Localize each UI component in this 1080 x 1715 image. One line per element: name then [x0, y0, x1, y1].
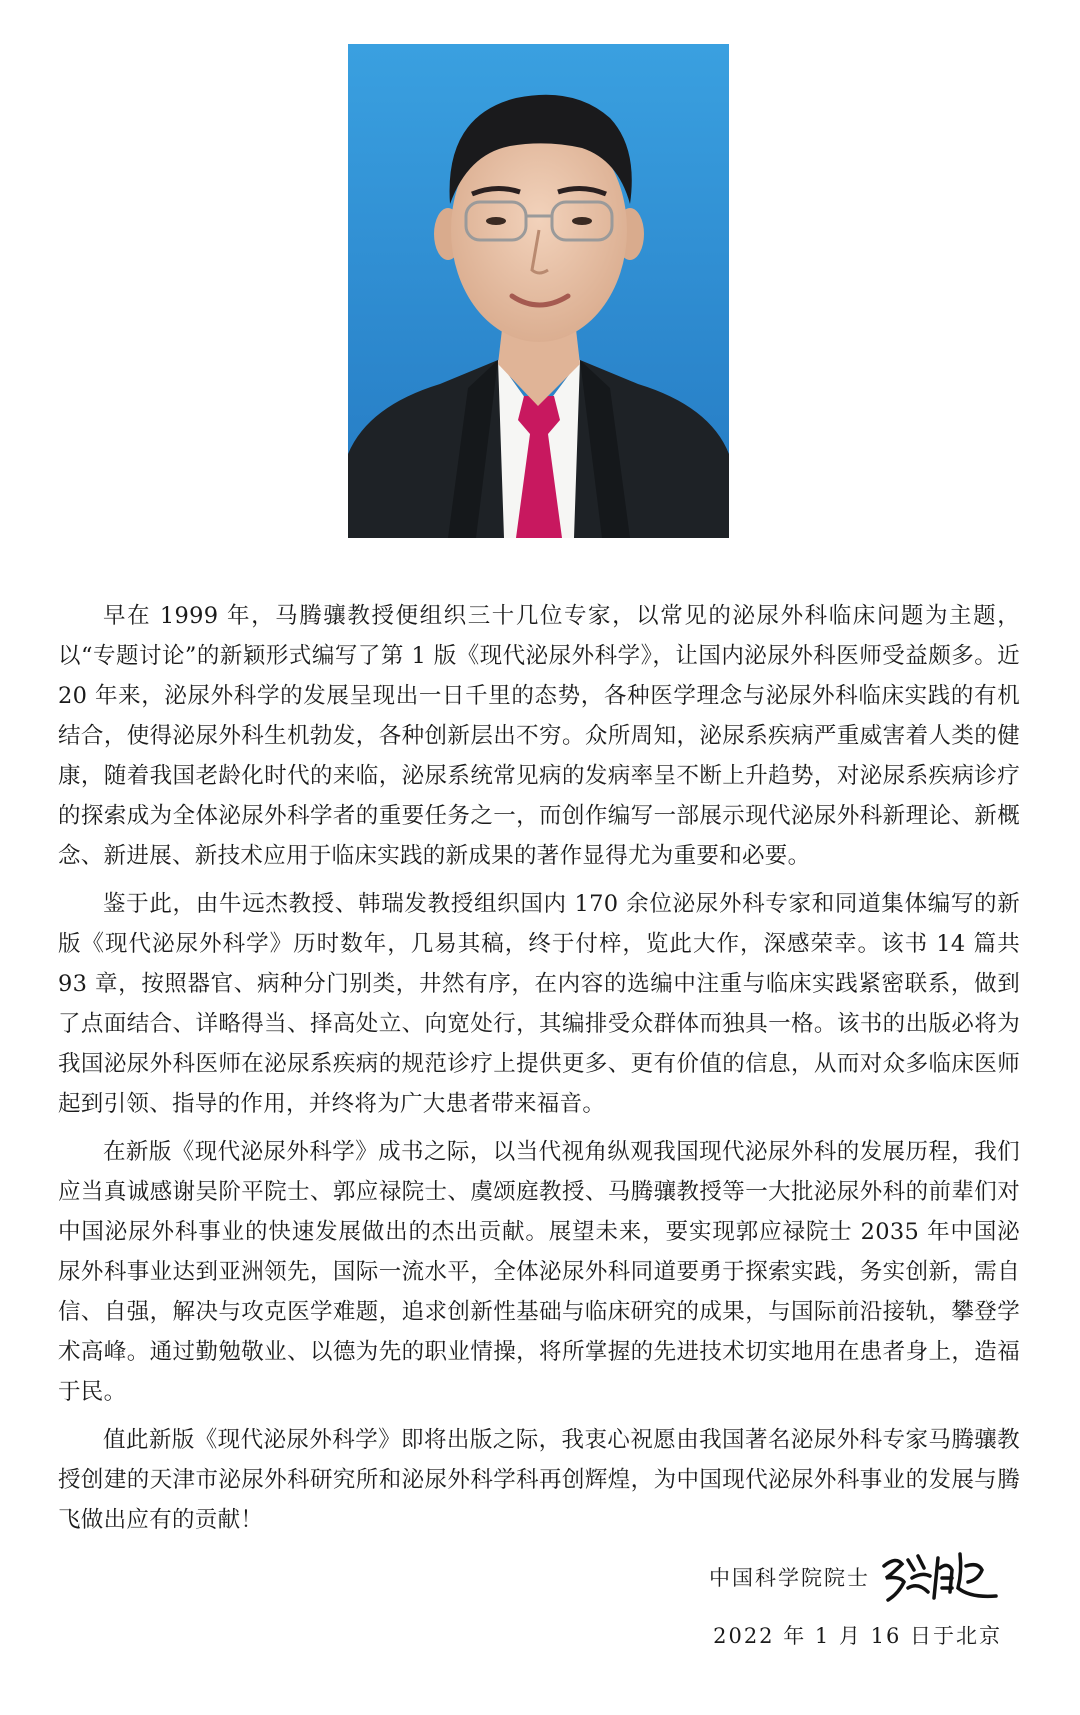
paragraph-3: 在新版《现代泌尿外科学》成书之际，以当代视角纵观我国现代泌尿外科的发展历程，我们应当真诚感谢吴阶平院士、郭应禄院士、虞颂庭教授、马腾骧教授等一大批泌尿外科的前辈们对中国泌尿外科事业的快速发展做出的杰出贡献。展望未来，要实现郭应禄院士 2035 年中国泌尿外科事业达到亚洲领先，国际一流水平，全体泌尿外科同道要勇于探索实践，务实创新，需自信、自强，解决与攻克医学难题，追求创新性基础与临床研究的成果，与国际前沿接轨，攀登学术高峰。通过勤勉敬业、以德为先的职业情操，将所掌握的先进技术切实地用在患者身上，造福于民。: [58, 1139, 1020, 1405]
signature-line: [709, 1548, 1002, 1606]
foreword-body: [58, 596, 1020, 1548]
handwritten-signature: [878, 1548, 1002, 1606]
portrait-illustration: [348, 44, 729, 538]
signing-date-place: 2022 年 1 月 16 日于北京: [713, 1624, 1002, 1648]
paragraph-4: 值此新版《现代泌尿外科学》即将出版之际，我衷心祝愿由我国著名泌尿外科专家马腾骧教授创建的天津市泌尿外科研究所和泌尿外科学科再创辉煌，为中国现代泌尿外科事业的发展与腾飞做出应有的贡献！: [58, 1427, 1020, 1533]
paragraph-1: 早在 1999 年，马腾骧教授便组织三十几位专家，以常见的泌尿外科临床问题为主题，以“专题讨论”的新颖形式编写了第 1 版《现代泌尿外科学》，让国内泌尿外科医师受益颇多。近 20 年来，泌尿外科学的发展呈现出一日千里的态势，各种医学理念与泌尿外科临床实践的有机结合，使得泌尿外科生机勃发，各种创新层出不穷。众所周知，泌尿系疾病严重威害着人类的健康，随着我国老龄化时代的来临，泌尿系统常见病的发病率呈不断上升趋势，对泌尿系疾病诊疗的探索成为全体泌尿外科学者的重要任务之一，而创作编写一部展示现代泌尿外科新理论、新概念、新进展、新技术应用于临床实践的新成果的著作显得尤为重要和必要。: [58, 603, 1020, 869]
signer-title: 中国科学院院士: [709, 1566, 870, 1590]
paragraph-2: 鉴于此，由牛远杰教授、韩瑞发教授组织国内 170 余位泌尿外科专家和同道集体编写的新版《现代泌尿外科学》历时数年，几易其稿，终于付梓，览此大作，深感荣幸。该书 14 篇共 93 章，按照器官、病种分门别类，井然有序，在内容的选编中注重与临床实践紧密联系，做到了点面结合、详略得当、择高处立、向宽处行，其编排受众群体而独具一格。该书的出版必将为我国泌尿外科医师在泌尿系疾病的规范诊疗上提供更多、更有价值的信息，从而对众多临床医师起到引领、指导的作用，并终将为广大患者带来福音。: [58, 891, 1020, 1117]
signature-block: [709, 1548, 1002, 1650]
author-portrait-photo: [348, 44, 729, 538]
